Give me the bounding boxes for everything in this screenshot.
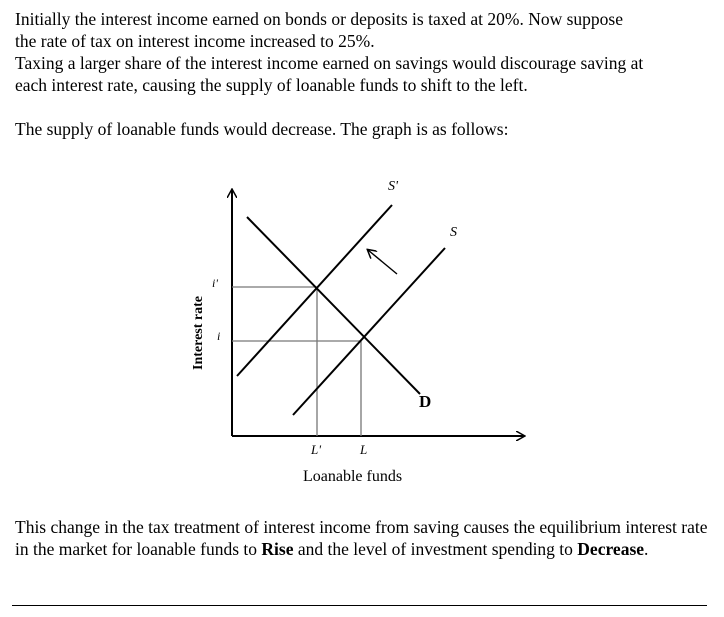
intro-paragraph bbox=[15, 8, 715, 96]
demand-curve bbox=[247, 217, 420, 394]
L-label: L bbox=[360, 442, 368, 457]
y-axis-label: Interest rate bbox=[191, 296, 206, 370]
intro-line-4: each interest rate, causing the supply of loanable funds to shift to the left. bbox=[15, 75, 528, 95]
x-axis-label: Loanable funds bbox=[303, 468, 403, 485]
shift-arrow bbox=[368, 250, 397, 274]
L-prime-label: L' bbox=[311, 442, 322, 457]
demand-label: D bbox=[419, 392, 432, 411]
rise-answer: Rise bbox=[261, 539, 294, 559]
i-prime-label: i' bbox=[212, 276, 218, 290]
supply-curve-old bbox=[293, 248, 445, 415]
graph-intro-paragraph: The supply of loanable funds would decrease. The graph is as follows: bbox=[15, 119, 509, 139]
decrease-answer: Decrease bbox=[577, 539, 645, 559]
intro-line-2: the rate of tax on interest income increased to 25%. bbox=[15, 31, 375, 51]
intro-line-1: Initially the interest income earned on bonds or deposits is taxed at 20%. Now suppose bbox=[15, 9, 623, 29]
conclusion-paragraph bbox=[15, 516, 715, 560]
bottom-divider bbox=[12, 605, 707, 606]
supply-new-label: S' bbox=[388, 179, 398, 194]
i-label: i bbox=[217, 329, 221, 343]
loanable-funds-graph bbox=[170, 170, 550, 500]
intro-line-3: Taxing a larger share of the interest income earned on savings would discourage saving at bbox=[15, 53, 644, 73]
conclusion-text-3: . bbox=[644, 539, 649, 559]
conclusion-text-2: and the level of investment spending to bbox=[293, 539, 578, 559]
supply-old-label: S bbox=[450, 225, 457, 240]
conclusion-text-1: This change in the tax treatment of interest income from saving causes the equilibrium interest rate in the market for loanable funds to bbox=[15, 517, 708, 559]
